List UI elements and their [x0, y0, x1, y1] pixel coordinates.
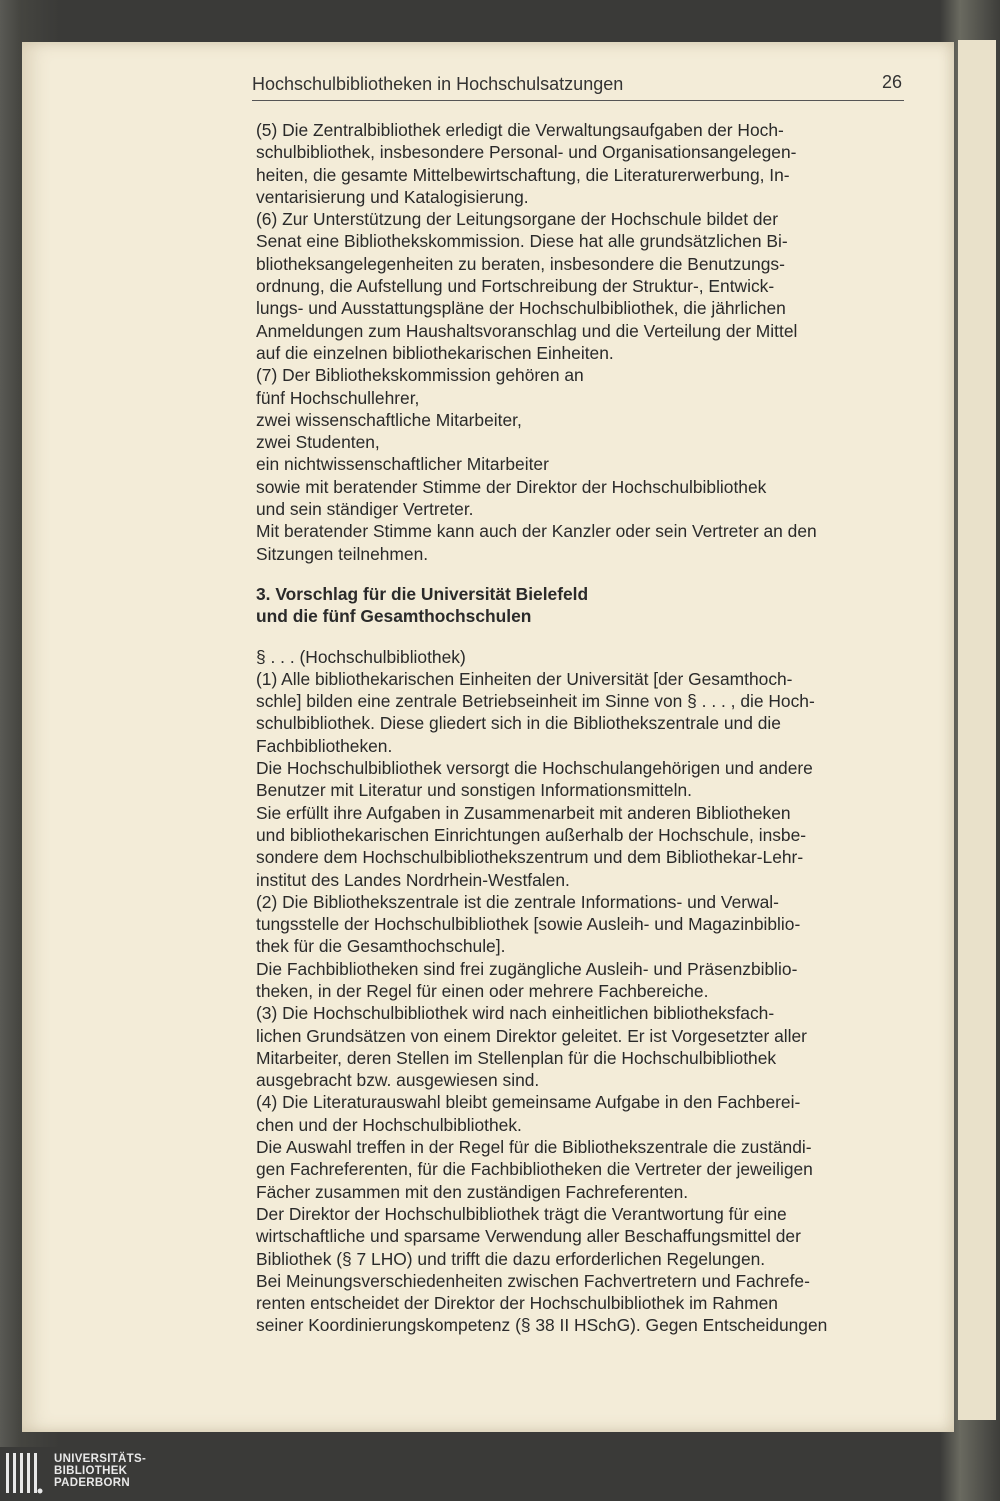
text-line: und sein ständiger Vertreter. — [256, 499, 474, 520]
text-line: chen und der Hochschulbibliothek. — [256, 1114, 522, 1135]
text-line: ordnung, die Aufstellung und Fortschreibung der Struktur-, Entwick- — [256, 276, 775, 297]
page-number: 26 — [881, 72, 902, 92]
running-title: Hochschulbibliotheken in Hochschulsatzungen — [252, 74, 624, 94]
paragraphs-5-7 — [256, 119, 916, 565]
text-line: Sie erfüllt ihre Aufgaben in Zusammenarbeit mit anderen Bibliotheken — [256, 802, 791, 823]
text-line: fünf Hochschullehrer, — [256, 387, 420, 408]
text-line: (3) Die Hochschulbibliothek wird nach einheitlichen bibliotheksfach- — [256, 1003, 775, 1024]
text-line: (7) Der Bibliothekskommission gehören an — [256, 365, 584, 386]
text-line: heiten, die gesamte Mittelbewirtschaftung, die Literaturerwerbung, In- — [256, 164, 790, 185]
text-line: schulbibliothek. Diese gliedert sich in die Bibliothekszentrale und die — [256, 713, 781, 734]
text-line: schulbibliothek, insbesondere Personal- und Organisationsangelegen- — [256, 142, 797, 163]
text-line: (1) Alle bibliothekarischen Einheiten der Universität [der Gesamthoch- — [256, 668, 793, 689]
text-line: § . . . (Hochschulbibliothek) — [256, 646, 466, 667]
text-line: Die Auswahl treffen in der Regel für die Bibliothekszentrale die zuständi- — [256, 1137, 812, 1158]
text-line: und bibliothekarischen Einrichtungen außerhalb der Hochschule, insbe- — [256, 824, 807, 845]
text-line: lungs- und Ausstattungspläne der Hochschulbibliothek, die jährlichen — [256, 298, 786, 319]
text-line: (4) Die Literaturauswahl bleibt gemeinsame Aufgabe in den Fachberei- — [256, 1092, 801, 1113]
text-line: Fachbibliotheken. — [256, 735, 393, 756]
logo-line: UNIVERSITÄTS- — [54, 1453, 147, 1465]
text-line: Bei Meinungsverschiedenheiten zwischen Fachvertretern und Fachrefe- — [256, 1270, 810, 1291]
text-line: gen Fachreferenten, für die Fachbibliotheken die Vertreter der jeweiligen — [256, 1159, 813, 1180]
text-line: schle] bilden eine zentrale Betriebseinheit im Sinne von § . . . , die Hoch- — [256, 691, 815, 712]
text-line: seiner Koordinierungskompetenz (§ 38 II HSchG). Gegen Entscheidungen — [256, 1315, 828, 1336]
text-line: ausgebracht bzw. ausgewiesen sind. — [256, 1070, 540, 1091]
body-text — [256, 119, 916, 1337]
text-line: lichen Grundsätzen von einem Direktor geleitet. Er ist Vorgesetzter aller — [256, 1025, 807, 1046]
logo-line: PADERBORN — [54, 1477, 130, 1489]
text-line: Der Direktor der Hochschulbibliothek trägt die Verantwortung für eine — [256, 1203, 787, 1224]
next-page-edge — [958, 40, 996, 1420]
spacer — [256, 565, 916, 583]
text-line: Anmeldungen zum Haushaltsvoranschlag und die Verteilung der Mittel — [256, 320, 798, 341]
text-line: Senat eine Bibliothekskommission. Diese hat alle grundsätzlichen Bi- — [256, 231, 788, 252]
text-line: Benutzer mit Literatur und sonstigen Informationsmitteln. — [256, 780, 692, 801]
text-line: Mit beratender Stimme kann auch der Kanzler oder sein Vertreter an den — [256, 521, 817, 542]
running-header — [252, 74, 904, 101]
text-line: zwei Studenten, — [256, 432, 380, 453]
text-line: zwei wissenschaftliche Mitarbeiter, — [256, 409, 522, 430]
text-line: Bibliothek (§ 7 LHO) und trifft die dazu erforderlichen Regelungen. — [256, 1248, 766, 1269]
text-line: theken, in der Regel für einen oder mehrere Fachbereiche. — [256, 980, 709, 1001]
text-line: 3. Vorschlag für die Universität Bielefeld — [256, 583, 589, 604]
logo-line: BIBLIOTHEK — [54, 1465, 128, 1477]
library-logo-icon — [4, 1451, 44, 1495]
text-line: institut des Landes Nordrhein-Westfalen. — [256, 869, 570, 890]
text-line: Fächer zusammen mit den zuständigen Fachreferenten. — [256, 1181, 689, 1202]
text-line: thek für die Gesamthochschule]. — [256, 936, 506, 957]
section-paragraphs — [256, 646, 916, 1337]
text-line: renten entscheidet der Direktor der Hochschulbibliothek im Rahmen — [256, 1293, 778, 1314]
text-line: Sitzungen teilnehmen. — [256, 543, 429, 564]
text-line: ein nichtwissenschaftlicher Mitarbeiter — [256, 454, 549, 475]
text-line: auf die einzelnen bibliothekarischen Einheiten. — [256, 342, 614, 363]
library-logo — [0, 1447, 200, 1501]
text-line: (2) Die Bibliothekszentrale ist die zentrale Informations- und Verwal- — [256, 891, 779, 912]
text-line: Mitarbeiter, deren Stellen im Stellenplan für die Hochschulbibliothek — [256, 1047, 777, 1068]
text-line: Die Hochschulbibliothek versorgt die Hochschulangehörigen und andere — [256, 758, 813, 779]
text-line: bliotheksangelegenheiten zu beraten, insbesondere die Benutzungs- — [256, 253, 785, 274]
text-line: tungsstelle der Hochschulbibliothek [sowie Ausleih- und Magazinbiblio- — [256, 914, 801, 935]
text-line: wirtschaftliche und sparsame Verwendung aller Beschaffungsmittel der — [256, 1226, 801, 1247]
text-line: ventarisierung und Katalogisierung. — [256, 186, 529, 207]
text-line: sowie mit beratender Stimme der Direktor der Hochschulbibliothek — [256, 476, 767, 497]
text-line: und die fünf Gesamthochschulen — [256, 606, 532, 627]
library-logo-text — [54, 1453, 146, 1489]
text-line: (5) Die Zentralbibliothek erledigt die Verwaltungsaufgaben der Hoch- — [256, 120, 784, 140]
text-line: sondere dem Hochschulbibliothekszentrum und dem Bibliothekar-Lehr- — [256, 847, 804, 868]
text-line: Die Fachbibliotheken sind frei zugängliche Ausleih- und Präsenzbiblio- — [256, 958, 798, 979]
text-line: (6) Zur Unterstützung der Leitungsorgane der Hochschule bildet der — [256, 209, 779, 230]
section-heading — [256, 583, 916, 628]
spacer — [256, 628, 916, 646]
